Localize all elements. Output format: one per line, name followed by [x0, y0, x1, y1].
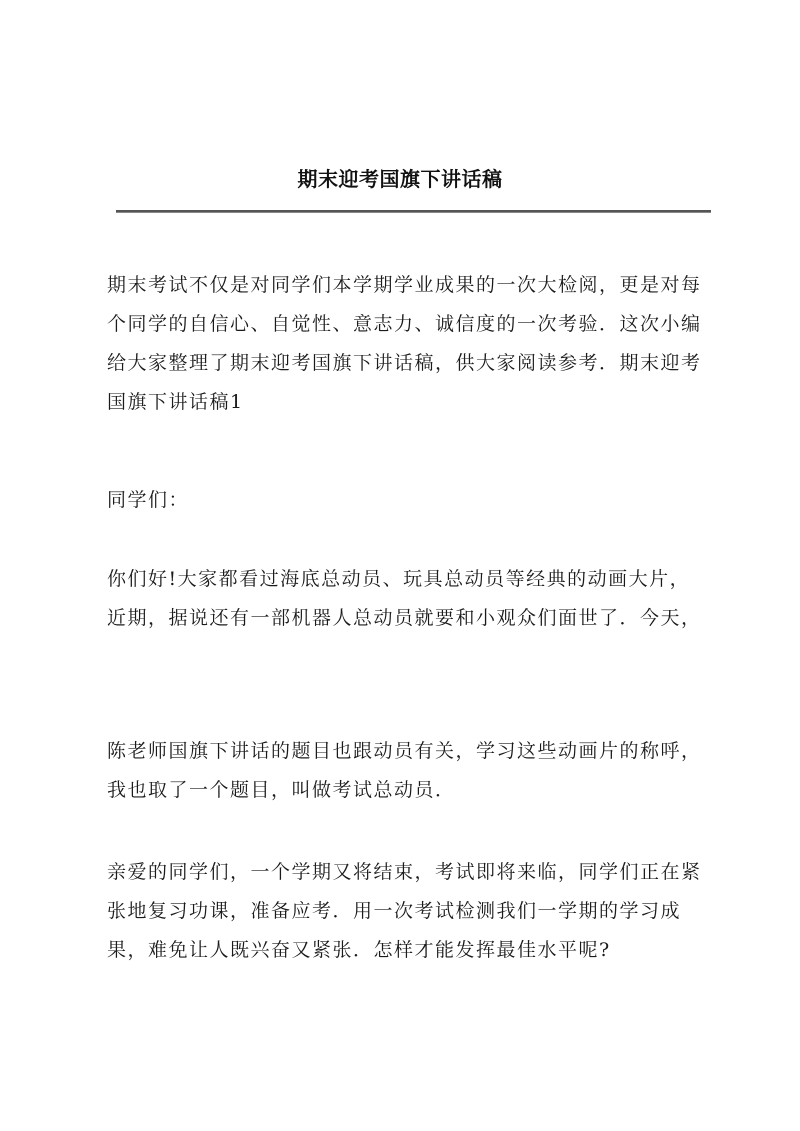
intro-paragraph: 期末考试不仅是对同学们本学期学业成果的一次大检阅，更是对每个同学的自信心、自觉性、意志力、诚信度的一次考验．这次小编给大家整理了期末迎考国旗下讲话稿，供大家阅读参考．期末迎考国旗下讲话稿1 [107, 274, 702, 413]
body-paragraph-1: 你们好!大家都看过海底总动员、玩具总动员等经典的动画大片，近期，据说还有一部机器人总动员就要和小观众们面世了．今天， [107, 568, 702, 629]
page-title: 期末迎考国旗下讲话稿 [297, 167, 503, 191]
greeting-paragraph: 同学们： [107, 489, 190, 511]
title-divider [116, 210, 711, 213]
body-paragraph-3: 亲爱的同学们，一个学期又将结束，考试即将来临，同学们正在紧张地复习功课，准备应考．用一次考试检测我们一学期的学习成果，难免让人既兴奋又紧张．怎样才能发挥最佳水平呢? [107, 861, 702, 961]
body-paragraph-2: 陈老师国旗下讲话的题目也跟动员有关，学习这些动画片的称呼，我也取了一个题目，叫做考试总动员． [107, 740, 702, 801]
